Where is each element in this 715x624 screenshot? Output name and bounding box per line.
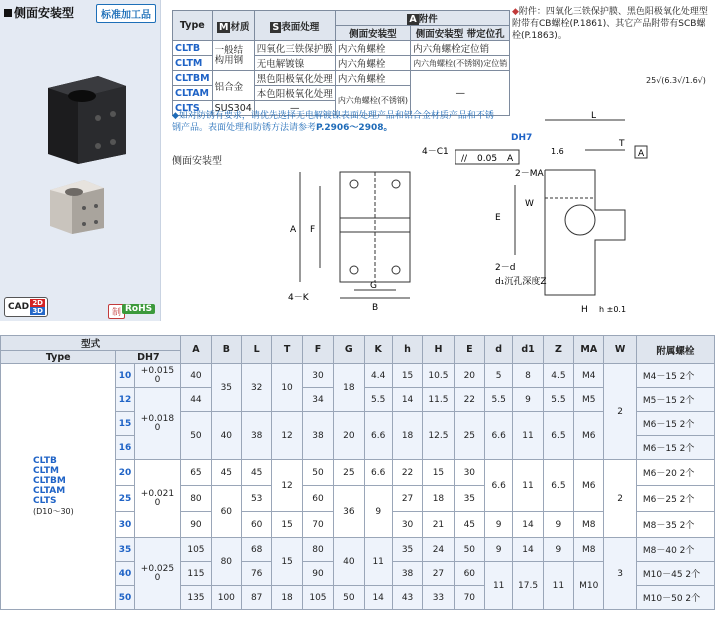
d-20-25v: 6.6 bbox=[485, 460, 513, 512]
ma-15-16: M6 bbox=[574, 412, 604, 460]
e-40: 60 bbox=[454, 562, 484, 586]
spec-head-material bbox=[212, 11, 254, 41]
k-15-16: 6.6 bbox=[364, 412, 392, 460]
type-clts: CLTS bbox=[33, 496, 57, 506]
note-left-ref[interactable]: P.2906～2908。 bbox=[316, 123, 393, 133]
d1-20-25: 11 bbox=[513, 460, 543, 512]
dim-dz: d₁沉孔深度Z bbox=[495, 277, 547, 287]
tol-12-16: +0.018 0 bbox=[134, 388, 181, 460]
dim-a: A bbox=[290, 225, 297, 235]
dim-l: L bbox=[591, 111, 597, 121]
screw-25: M6－25 2个 bbox=[636, 486, 714, 512]
b-20: 45 bbox=[211, 460, 241, 486]
spec-surface: 无电解镀镍 bbox=[254, 56, 335, 71]
spec-table bbox=[172, 10, 510, 116]
note-left bbox=[172, 110, 502, 134]
material-icon: M bbox=[218, 21, 229, 33]
t-20-25: 12 bbox=[272, 460, 302, 512]
f-30: 70 bbox=[302, 512, 333, 538]
ma-35: M8 bbox=[574, 538, 604, 562]
cad-3d-badge[interactable]: 3D bbox=[32, 307, 43, 315]
spec-side: 内六角螺栓 bbox=[335, 71, 410, 86]
z-10: 4.5 bbox=[543, 364, 573, 388]
d-16: 16 bbox=[116, 436, 134, 460]
tol-datum: A bbox=[507, 154, 514, 164]
spec-pos-dash: — bbox=[411, 71, 510, 116]
h-30: 21 bbox=[423, 512, 454, 538]
d-15-16v: 6.6 bbox=[485, 412, 513, 460]
spec-type-clts: CLTS bbox=[173, 101, 213, 116]
spec-head-surface bbox=[254, 11, 335, 41]
f-12: 34 bbox=[302, 388, 333, 412]
th-z: Z bbox=[543, 336, 573, 364]
h-10: 10.5 bbox=[423, 364, 454, 388]
hs-12: 14 bbox=[392, 388, 422, 412]
k-12: 5.5 bbox=[364, 388, 392, 412]
t-15-16: 12 bbox=[272, 412, 302, 460]
type-cltm: CLTM bbox=[33, 466, 59, 476]
ma-12: M5 bbox=[574, 388, 604, 412]
standard-badge[interactable]: 标准加工品 bbox=[96, 4, 156, 23]
type-cltam: CLTAM bbox=[33, 486, 66, 496]
screw-15: M6－15 2个 bbox=[636, 412, 714, 436]
z-40-50: 11 bbox=[543, 562, 573, 610]
accessory-label: 附件 bbox=[418, 14, 438, 25]
h-35: 24 bbox=[423, 538, 454, 562]
d1-40-50: 17.5 bbox=[513, 562, 543, 610]
datum-label: A bbox=[638, 149, 645, 159]
d-25: 25 bbox=[116, 486, 134, 512]
rohs-badge: RoHS bbox=[122, 304, 155, 314]
ma-20-25: M6 bbox=[574, 460, 604, 512]
tol-value: 0.05 bbox=[477, 154, 498, 164]
spec-surface: 黑色阳极氧化处理 bbox=[254, 71, 335, 86]
g-15-16: 20 bbox=[334, 412, 364, 460]
b-10-12: 35 bbox=[211, 364, 241, 412]
hs-25: 27 bbox=[392, 486, 422, 512]
w-10-16: 2 bbox=[604, 364, 636, 460]
z-20-25: 6.5 bbox=[543, 460, 573, 512]
a-50: 135 bbox=[181, 586, 211, 610]
b-15-16: 40 bbox=[211, 412, 241, 460]
spec-pos: 内六角螺栓定位销 bbox=[411, 41, 510, 56]
e-30: 45 bbox=[454, 512, 484, 538]
spec-material-steel: 一般结构用钢 bbox=[212, 41, 254, 71]
d-10v: 5 bbox=[485, 364, 513, 388]
th-model: 型式 bbox=[1, 336, 181, 351]
l-40: 76 bbox=[242, 562, 272, 586]
b-50: 100 bbox=[211, 586, 241, 610]
l-15-16: 38 bbox=[242, 412, 272, 460]
square-icon bbox=[4, 9, 12, 17]
b-25-30: 60 bbox=[211, 486, 241, 538]
d-30: 30 bbox=[116, 512, 134, 538]
spec-surface: 本色阳极氧化处理 bbox=[254, 86, 335, 101]
th-h-small: h bbox=[392, 336, 422, 364]
th-k: K bbox=[364, 336, 392, 364]
e-20: 30 bbox=[454, 460, 484, 486]
b-35-40: 80 bbox=[211, 538, 241, 586]
th-type: Type bbox=[1, 351, 116, 364]
d-12v: 5.5 bbox=[485, 388, 513, 412]
th-h: H bbox=[423, 336, 454, 364]
th-t: T bbox=[272, 336, 302, 364]
make-tag: 制 bbox=[108, 304, 125, 319]
front-view-drawing bbox=[280, 140, 450, 320]
g-35-40: 40 bbox=[334, 538, 364, 586]
th-w: W bbox=[604, 336, 636, 364]
spec-material-alu: 铝合金 bbox=[212, 71, 254, 101]
note-right bbox=[512, 6, 708, 42]
hs-30: 30 bbox=[392, 512, 422, 538]
d-20: 20 bbox=[116, 460, 134, 486]
d-40: 40 bbox=[116, 562, 134, 586]
z-30: 9 bbox=[543, 512, 573, 538]
d-40-50v: 11 bbox=[485, 562, 513, 610]
hs-50: 43 bbox=[392, 586, 422, 610]
g-25-30: 36 bbox=[334, 486, 364, 538]
dim-e: E bbox=[495, 213, 501, 223]
spec-head-side: 侧面安装型 bbox=[335, 26, 410, 41]
spec-side-ss: 内六角螺栓(不锈钢) bbox=[335, 86, 410, 116]
tol-10: +0.015 0 bbox=[134, 364, 181, 388]
k-20: 6.6 bbox=[364, 460, 392, 486]
cad-2d-badge[interactable]: 2D bbox=[32, 299, 43, 307]
th-screw: 附属螺栓 bbox=[636, 336, 714, 364]
a-40: 115 bbox=[181, 562, 211, 586]
dim-k: 4－K bbox=[288, 293, 309, 303]
g-50: 50 bbox=[334, 586, 364, 610]
a-35: 105 bbox=[181, 538, 211, 562]
hs-35: 35 bbox=[392, 538, 422, 562]
d-50: 50 bbox=[116, 586, 134, 610]
spec-pos: 内六角螺栓(不锈钢)定位销 bbox=[411, 56, 510, 71]
e-25: 35 bbox=[454, 486, 484, 512]
spec-head-accessory bbox=[335, 11, 510, 26]
a-15-16: 50 bbox=[181, 412, 211, 460]
dim-2d: 2－d bbox=[495, 263, 516, 273]
note-icon: ◆ bbox=[172, 111, 179, 121]
dim-hh: h ±0.1 bbox=[599, 305, 627, 314]
l-50: 87 bbox=[242, 586, 272, 610]
e-35: 50 bbox=[454, 538, 484, 562]
hs-10: 15 bbox=[392, 364, 422, 388]
f-25: 60 bbox=[302, 486, 333, 512]
type-cell bbox=[1, 364, 116, 610]
k-50: 14 bbox=[364, 586, 392, 610]
spec-head-side-pos: 侧面安装型 带定位孔 bbox=[411, 26, 510, 41]
f-10: 30 bbox=[302, 364, 333, 388]
accessory-icon: A bbox=[409, 14, 417, 25]
spec-side: 内六角螺栓 bbox=[335, 56, 410, 71]
screw-12: M5－15 2个 bbox=[636, 388, 714, 412]
w-35-50: 3 bbox=[604, 538, 636, 610]
spec-surface: 四氧化三铁保护膜 bbox=[254, 41, 335, 56]
th-b: B bbox=[211, 336, 241, 364]
spec-surface-dash: — bbox=[254, 101, 335, 116]
tol-20-30: +0.021 0 bbox=[134, 460, 181, 538]
note-right-text: 附件：四氧化三铁保护膜、黑色阳极氧化处理型附带有CB螺栓(P.1861)、其它产品附带有SCB螺栓(P.1863)。 bbox=[512, 7, 708, 41]
th-dh7: DH7 bbox=[116, 351, 181, 364]
h-20: 15 bbox=[423, 460, 454, 486]
dim-c1: 4－C1 bbox=[422, 147, 449, 157]
surface-label: 表面处理 bbox=[281, 21, 320, 33]
h-50: 33 bbox=[423, 586, 454, 610]
g-20: 25 bbox=[334, 460, 364, 486]
d-30v: 9 bbox=[485, 512, 513, 538]
l-30: 60 bbox=[242, 512, 272, 538]
th-d: d bbox=[485, 336, 513, 364]
h-40: 27 bbox=[423, 562, 454, 586]
screw-30: M8－35 2个 bbox=[636, 512, 714, 538]
k-35-40: 11 bbox=[364, 538, 392, 586]
roughness-16: 1.6 bbox=[684, 76, 698, 85]
ma-40-50: M10 bbox=[574, 562, 604, 610]
silver-clamp-image bbox=[46, 176, 106, 236]
t-30: 15 bbox=[272, 512, 302, 538]
a-30: 90 bbox=[181, 512, 211, 538]
t-10-12: 10 bbox=[272, 364, 302, 412]
w-20-30: 2 bbox=[604, 460, 636, 538]
z-15-16: 6.5 bbox=[543, 412, 573, 460]
dim-h: H bbox=[581, 305, 588, 315]
th-d1: d1 bbox=[513, 336, 543, 364]
roughness-25: 25 bbox=[646, 76, 657, 85]
l-25: 53 bbox=[242, 486, 272, 512]
h-15-16: 12.5 bbox=[423, 412, 454, 460]
k-10: 4.4 bbox=[364, 364, 392, 388]
dim-g: G bbox=[370, 281, 377, 291]
ma-10: M4 bbox=[574, 364, 604, 388]
section-title bbox=[4, 4, 74, 21]
d-12: 12 bbox=[116, 388, 134, 412]
d-15: 15 bbox=[116, 412, 134, 436]
h-12: 11.5 bbox=[423, 388, 454, 412]
a-25: 80 bbox=[181, 486, 211, 512]
surface-icon: S bbox=[272, 21, 280, 33]
tol-symbol: // bbox=[461, 154, 468, 164]
hs-15-16: 18 bbox=[392, 412, 422, 460]
z-35: 9 bbox=[543, 538, 573, 562]
dim-r16: 1.6 bbox=[551, 147, 564, 156]
a-12: 44 bbox=[181, 388, 211, 412]
e-50: 70 bbox=[454, 586, 484, 610]
spec-type-cltm: CLTM bbox=[173, 56, 213, 71]
t-35-40: 15 bbox=[272, 538, 302, 586]
th-l: L bbox=[242, 336, 272, 364]
spec-type-cltbm: CLTBM bbox=[173, 71, 213, 86]
l-35: 68 bbox=[242, 538, 272, 562]
screw-20: M6－20 2个 bbox=[636, 460, 714, 486]
f-35: 80 bbox=[302, 538, 333, 562]
screw-50: M10－50 2个 bbox=[636, 586, 714, 610]
th-g: G bbox=[334, 336, 364, 364]
roughness-symbols: 25√(6.3√/1.6√) bbox=[646, 76, 706, 85]
type-cltbm: CLTBM bbox=[33, 476, 66, 486]
l-10-12: 32 bbox=[242, 364, 272, 412]
d-35v: 9 bbox=[485, 538, 513, 562]
spec-material-sus: SUS304 bbox=[212, 101, 254, 116]
dim-t: T bbox=[619, 139, 625, 149]
g-10-12: 18 bbox=[334, 364, 364, 412]
e-12: 22 bbox=[454, 388, 484, 412]
a-10: 40 bbox=[181, 364, 211, 388]
hs-20: 22 bbox=[392, 460, 422, 486]
f-40: 90 bbox=[302, 562, 333, 586]
d1-30: 14 bbox=[513, 512, 543, 538]
d1-10: 8 bbox=[513, 364, 543, 388]
f-15-16: 38 bbox=[302, 412, 333, 460]
e-10: 20 bbox=[454, 364, 484, 388]
e-15-16: 25 bbox=[454, 412, 484, 460]
z-12: 5.5 bbox=[543, 388, 573, 412]
spec-type-cltb: CLTB bbox=[173, 41, 213, 56]
f-50: 105 bbox=[302, 586, 333, 610]
side-view-drawing bbox=[455, 110, 655, 320]
note-right-icon: ◆ bbox=[512, 7, 519, 17]
ma-30: M8 bbox=[574, 512, 604, 538]
hs-40: 38 bbox=[392, 562, 422, 586]
black-clamp-image bbox=[38, 66, 128, 166]
type-range: (D10～30) bbox=[33, 507, 74, 516]
section-title-text: 侧面安装型 bbox=[14, 6, 75, 20]
dim-ma: 2－MA bbox=[515, 169, 544, 179]
material-label: 材质 bbox=[230, 21, 250, 33]
d-35: 35 bbox=[116, 538, 134, 562]
note-left-text: 如对防锈有要求，请优先选择无电解镀镍表面处理产品和铝合金材质产品和不锈钢产品。表面处理和防锈方法请参考 bbox=[172, 111, 494, 133]
d1-35: 14 bbox=[513, 538, 543, 562]
diagram-label: 侧面安装型 bbox=[172, 156, 222, 167]
d-10: 10 bbox=[116, 364, 134, 388]
product-panel bbox=[0, 0, 161, 321]
d1-15-16: 11 bbox=[513, 412, 543, 460]
th-ma: MA bbox=[574, 336, 604, 364]
dimension-table bbox=[0, 335, 715, 610]
h-25: 18 bbox=[423, 486, 454, 512]
roughness-63: 6.3 bbox=[664, 76, 678, 85]
tol-35-50: +0.025 0 bbox=[134, 538, 181, 610]
screw-10: M4－15 2个 bbox=[636, 364, 714, 388]
k-25-30: 9 bbox=[364, 486, 392, 538]
t-50: 18 bbox=[272, 586, 302, 610]
dim-f: F bbox=[310, 225, 316, 235]
dim-dh7: DH7 bbox=[511, 133, 533, 143]
cad-label: CAD bbox=[8, 302, 30, 312]
th-f: F bbox=[302, 336, 333, 364]
th-a: A bbox=[181, 336, 211, 364]
type-cltb: CLTB bbox=[33, 456, 57, 466]
th-e: E bbox=[454, 336, 484, 364]
screw-16: M6－15 2个 bbox=[636, 436, 714, 460]
dim-w: W bbox=[525, 199, 534, 209]
a-20: 65 bbox=[181, 460, 211, 486]
d1-12: 9 bbox=[513, 388, 543, 412]
screw-35: M8－40 2个 bbox=[636, 538, 714, 562]
dim-b: B bbox=[372, 303, 379, 313]
cad-download-button[interactable] bbox=[4, 297, 48, 317]
screw-40: M10－45 2个 bbox=[636, 562, 714, 586]
spec-type-cltam: CLTAM bbox=[173, 86, 213, 101]
spec-head-type: Type bbox=[173, 11, 213, 41]
spec-side: 内六角螺栓 bbox=[335, 41, 410, 56]
f-20: 50 bbox=[302, 460, 333, 486]
l-20: 45 bbox=[242, 460, 272, 486]
